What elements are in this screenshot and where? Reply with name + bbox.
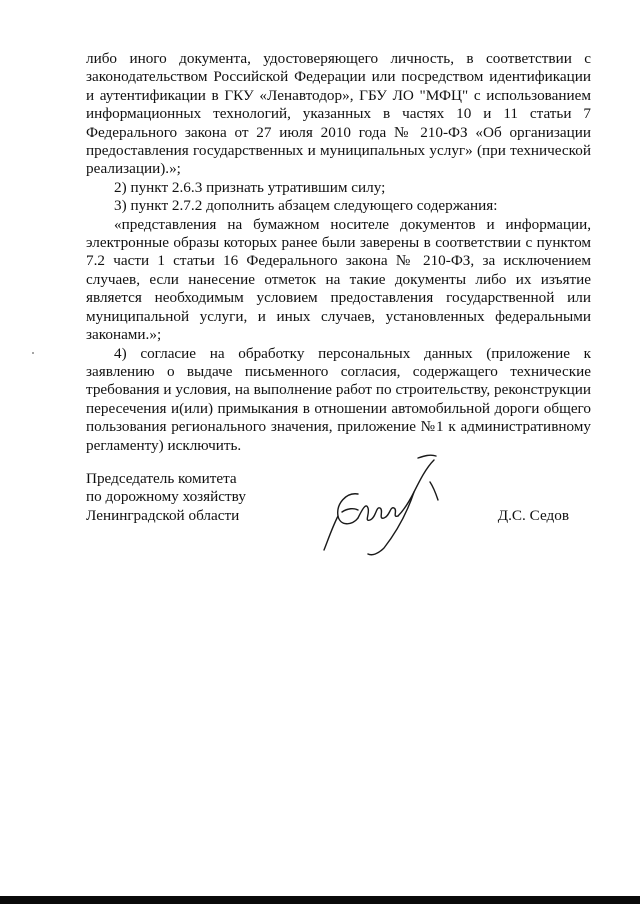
scan-speck [32, 352, 34, 354]
paragraph-quoted-insertion: «представления на бумажном носителе документов и информации, электронные образы которых ранее были заверены в соответствии с пунктом 7.2 части 1 статьи 16 Федерального закона № 210-ФЗ, за исключением случаев, если нанесение отметок на такие документы либо их изъятие является необходимым условием предоставления государственной или муниципальной услуги, и иных случаев, установленных федеральными законами.»; [86, 215, 591, 344]
document-body [86, 50, 591, 455]
scan-border [0, 896, 640, 904]
position-line: по дорожному хозяйству [86, 488, 246, 506]
handwritten-signature [318, 452, 458, 558]
signature-block [86, 470, 591, 570]
paragraph-item-2: 2) пункт 2.6.3 признать утратившим силу; [114, 178, 386, 196]
paragraph-item-3: 3) пункт 2.7.2 дополнить абзацем следующего содержания: [114, 197, 498, 215]
signatory-position [86, 470, 286, 525]
position-line: Председатель комитета [86, 470, 237, 487]
paragraph-item-4: 4) согласие на обработку персональных данных (приложение к заявлению о выдаче письменного согласия, содержащего технические требования и условия, на выполнение работ по строительству, реконструкции пересечения и(или) примыкания в отношении автомобильной дороги общего пользования регионального значения, приложение №1 к административному регламенту) исключить. [86, 344, 591, 454]
position-line: Ленинградской области [86, 506, 240, 524]
paragraph-continuation: либо иного документа, удостоверяющего личность, в соответствии с законодательством Российской Федерации или посредством идентификации и аутентификации в ГКУ «Ленавтодор», ГБУ ЛО "МФЦ" с использованием информационных технологий, указанных в частях 10 и 11 статьи 7 Федерального закона от 27 июля 2010 года № 210-ФЗ «Об организации предоставления государственных и муниципальных услуг» (при технической реализации).»; [86, 50, 591, 178]
signatory-name: Д.С. Седов [497, 507, 569, 524]
